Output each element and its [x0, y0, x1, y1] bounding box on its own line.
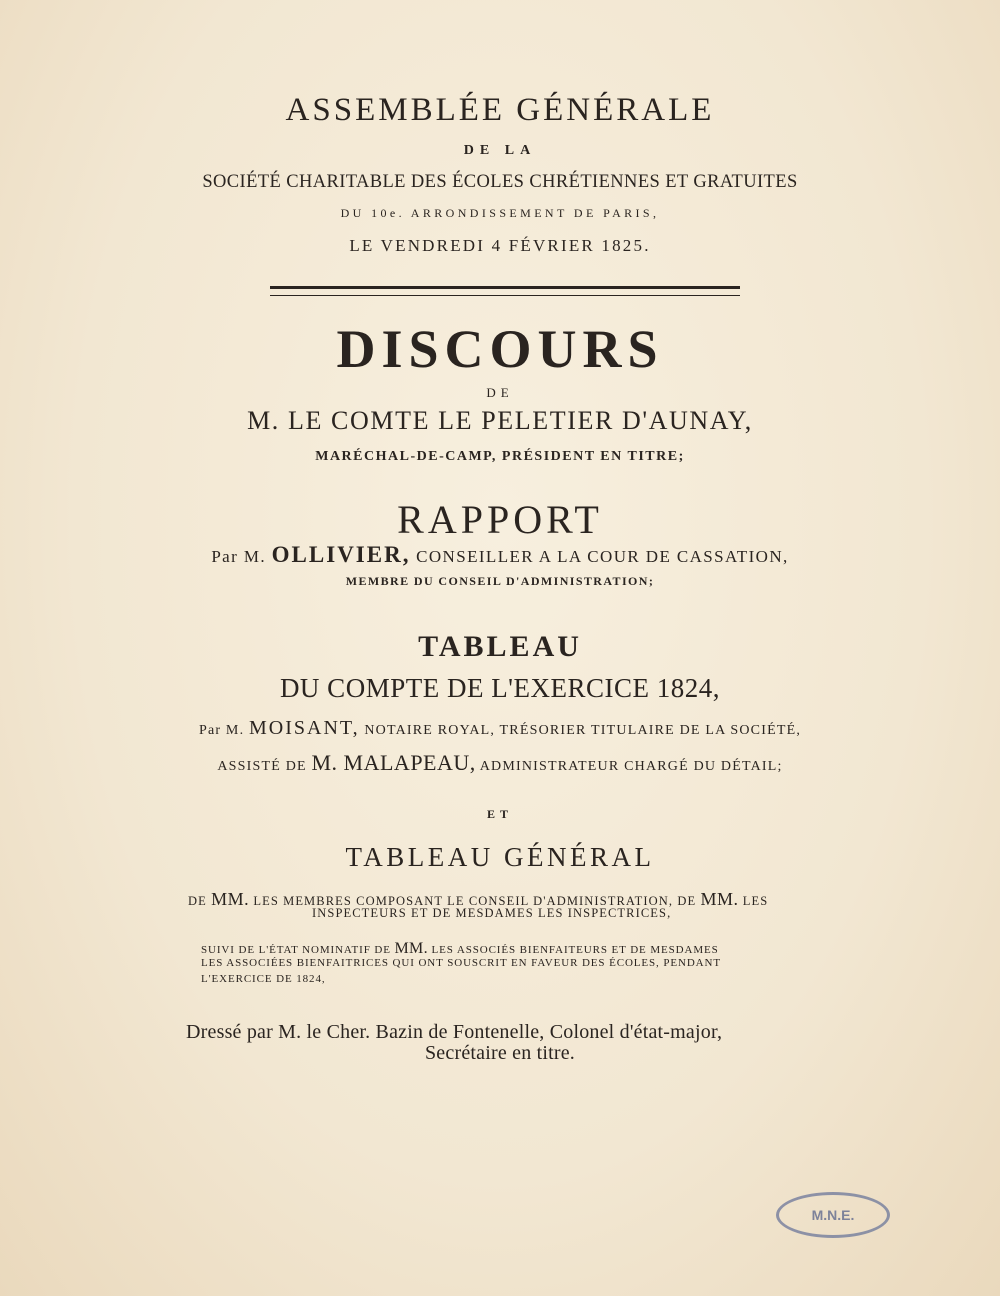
- rapport-par: Par M.: [211, 547, 267, 566]
- society-name: SOCIÉTÉ CHARITABLE DES ÉCOLES CHRÉTIENNES ET GRATUITES: [202, 172, 798, 192]
- general-table-heading: TABLEAU GÉNÉRAL: [345, 842, 655, 872]
- discours-author-role: MARÉCHAL-DE-CAMP, PRÉSIDENT EN TITRE;: [315, 449, 685, 464]
- general-l1-mm2: MM.: [700, 889, 739, 909]
- general-l3-text: LES ASSOCIÉS BIENFAITEURS ET DE MESDAMES: [431, 944, 719, 956]
- discours-author: M. LE COMTE LE PELETIER D'AUNAY,: [247, 406, 753, 435]
- assembly-title: ASSEMBLÉE GÉNÉRALE: [285, 92, 715, 128]
- general-line-5: L'EXERCICE DE 1824,: [201, 973, 326, 985]
- discours-de: DE: [486, 385, 514, 400]
- et-line: ET: [486, 807, 513, 821]
- rapport-author: OLLIVIER,: [271, 542, 411, 567]
- de-la-line: DE LA: [463, 143, 537, 158]
- double-rule-divider: [270, 286, 740, 296]
- tableau-heading: TABLEAU: [418, 630, 582, 663]
- treasurer-name: MOISANT,: [248, 717, 360, 739]
- library-stamp: [776, 1192, 890, 1238]
- discours-heading: DISCOURS: [336, 319, 664, 379]
- treasurer-role: NOTAIRE ROYAL, TRÉSORIER TITULAIRE DE LA SOCIÉTÉ,: [364, 723, 802, 738]
- general-l1-text: LES MEMBRES COMPOSANT LE CONSEIL D'ADMINISTRATION, DE: [253, 894, 697, 908]
- general-l3-mm: MM.: [394, 940, 428, 957]
- treasurer-line: [0, 717, 1000, 740]
- assistant-line: [0, 750, 1000, 776]
- general-line-4: LES ASSOCIÉES BIENFAITRICES QUI ONT SOUSCRIT EN FAVEUR DES ÉCOLES, PENDANT: [201, 957, 721, 969]
- assistant-prefix: ASSISTÉ DE: [217, 759, 307, 774]
- stamp-text: M.N.E.: [811, 1207, 855, 1223]
- rapport-author-line: [0, 542, 1000, 568]
- general-l1-mm: MM.: [211, 889, 250, 909]
- date-line: LE VENDREDI 4 FÉVRIER 1825.: [349, 236, 651, 255]
- general-line-2: INSPECTEURS ET DE MESDAMES LES INSPECTRICES,: [312, 906, 672, 920]
- general-l3-prefix: SUIVI DE L'ÉTAT NOMINATIF DE: [201, 944, 391, 956]
- rapport-membership: MEMBRE DU CONSEIL D'ADMINISTRATION;: [345, 574, 655, 588]
- compiled-by-line: Dressé par M. le Cher. Bazin de Fontenelle, Colonel d'état-major,: [186, 1021, 723, 1043]
- general-l1-les: LES: [742, 894, 769, 908]
- assistant-name: M. MALAPEAU,: [311, 750, 476, 775]
- rapport-heading: RAPPORT: [397, 497, 603, 542]
- general-line-3: [201, 940, 719, 958]
- treasurer-par: Par M.: [198, 723, 245, 738]
- tableau-subtitle: DU COMPTE DE L'EXERCICE 1824,: [279, 673, 721, 703]
- arrondissement-line: DU 10e. ARRONDISSEMENT DE PARIS,: [340, 206, 660, 220]
- assistant-role: ADMINISTRATEUR CHARGÉ DU DÉTAIL;: [479, 759, 783, 774]
- rapport-author-role: CONSEILLER A LA COUR DE CASSATION,: [416, 547, 789, 566]
- general-l1-de: DE: [188, 894, 207, 908]
- secretary-line: Secrétaire en titre.: [424, 1042, 576, 1064]
